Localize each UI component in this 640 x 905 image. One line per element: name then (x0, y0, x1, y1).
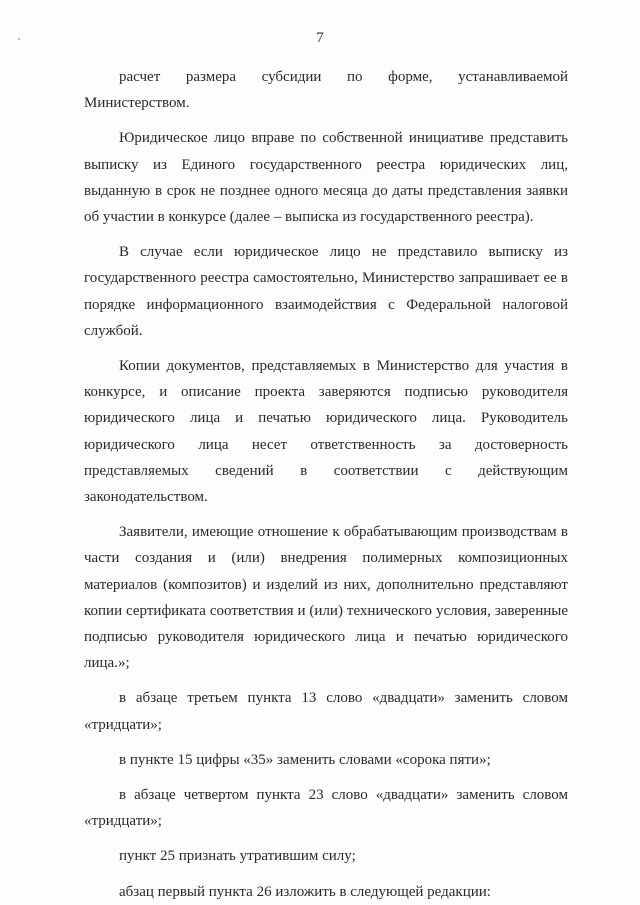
paragraph-continuation: «тридцати»; (84, 813, 162, 830)
paragraph-amend-item-23 (84, 782, 568, 834)
paragraph-first-line: в абзаце четвертом пункта 23 слово «двадцати» заменить словом (119, 787, 568, 804)
paragraph-amend-item-13 (84, 685, 568, 737)
paragraph-continuation: выписку из Единого государственного реестра юридических лиц, выданную в срок не позднее одного месяца до даты представления заявки об участии в конкурсе (далее – выписка из государственного реестра). (84, 156, 568, 226)
paragraph-continuation: Министерством. (84, 95, 190, 112)
paragraph-ministry-request (84, 239, 568, 344)
paragraph-composite-applicants (84, 519, 568, 676)
paragraph-first-line: Юридическое лицо вправе по собственной инициативе представить (119, 130, 568, 147)
document-body (84, 64, 568, 905)
paragraph-continuation: части создания и (или) внедрения полимерных композиционных материалов (композитов) и изделий из них, дополнительно представляют копии сертификата соответствия и (или) технического условия, заверенные подписью руководителя юридического лица и печатью юридического лица.»; (84, 550, 568, 672)
paragraph-continuation: конкурсе, и описание проекта заверяются подписью руководителя юридического лица и печатью юридического лица. Руководитель юридического лица несет ответственность за достоверность представляемых сведений в соответствии с действующим законодательством. (84, 384, 568, 506)
paragraph-first-line: Копии документов, представляемых в Министерство для участия в (119, 358, 568, 375)
paragraph-continuation: государственного реестра самостоятельно, Министерство запрашивает ее в порядке информационного взаимодействия с Федеральной налоговой службой. (84, 270, 568, 339)
paragraph-document-copies (84, 353, 568, 510)
paragraph-continuation: «тридцати»; (84, 716, 162, 733)
paragraph-registry-extract (84, 125, 568, 230)
paragraph-first-line: абзац первый пункта 26 изложить в следующей редакции: (119, 883, 491, 900)
paragraph-restate-item-26 (84, 879, 568, 905)
page-number: 7 (316, 30, 324, 46)
paragraph-first-line: Заявители, имеющие отношение к обрабатывающим производствам в (119, 524, 568, 541)
paragraph-first-line: пункт 25 признать утратившим силу; (119, 848, 356, 865)
paragraph-amend-item-15 (84, 747, 568, 773)
paragraph-subsidy-calculation (84, 64, 568, 116)
paragraph-first-line: В случае если юридическое лицо не представило выписку из (119, 244, 568, 261)
paragraph-repeal-item-25 (84, 843, 568, 869)
paragraph-first-line: расчет размера субсидии по форме, устанавливаемой (119, 69, 568, 85)
paragraph-first-line: в пункте 15 цифры «35» заменить словами «сорока пяти»; (119, 751, 491, 768)
paragraph-first-line: в абзаце третьем пункта 13 слово «двадцати» заменить словом (119, 690, 568, 707)
